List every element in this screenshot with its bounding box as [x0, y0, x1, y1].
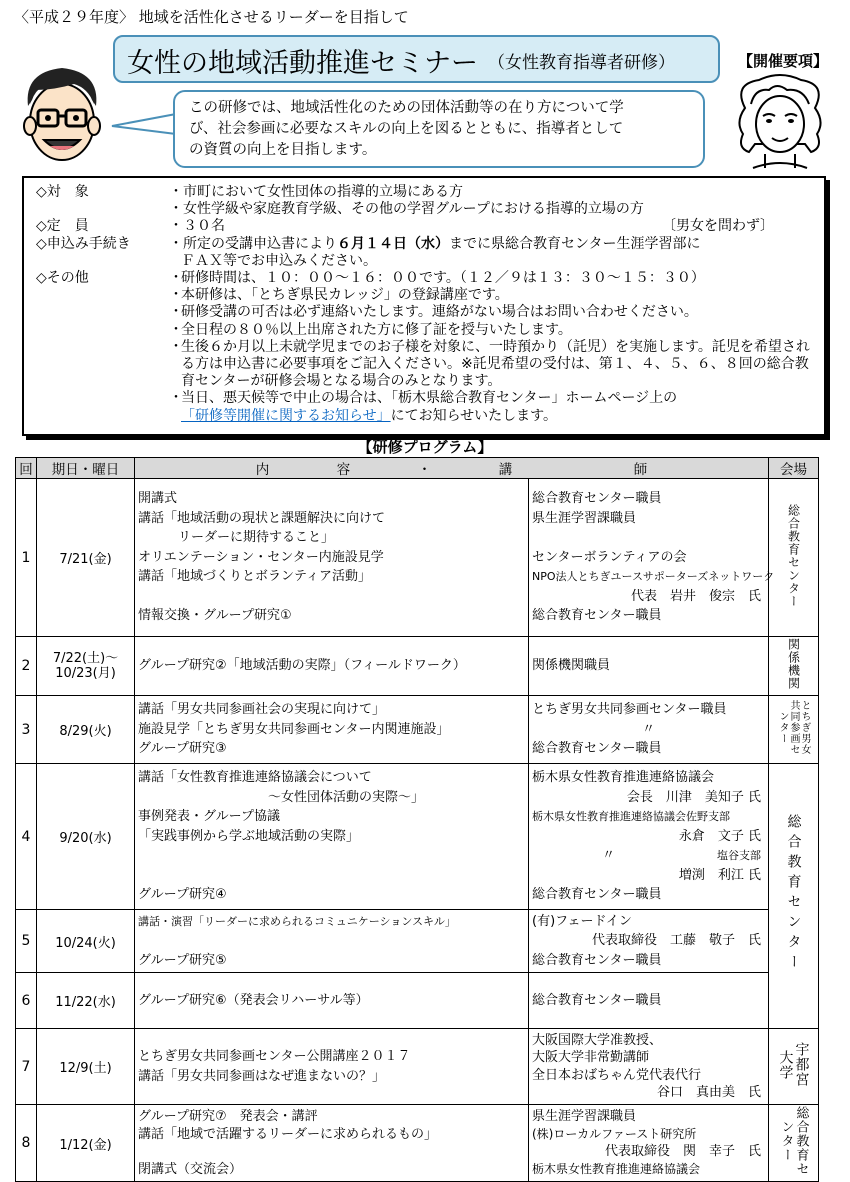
row-no: 1 — [16, 479, 37, 637]
lecturer-line: 県生涯学習課職員 — [532, 510, 637, 526]
content-line: 施設見学「とちぎ男女共同参画センター内関連施設」 — [138, 721, 450, 737]
venue-text: 総合教育センター — [785, 814, 802, 974]
row-venue — [769, 696, 819, 764]
lecturer-line: 代表取締役 工藤 敬子 氏 — [591, 933, 761, 949]
info-text: 研修受講の可否は必ず連絡いたします。連絡がない場合はお問い合わせください。 — [181, 304, 698, 321]
lecturer-line: 総合教育センター職員 — [532, 887, 662, 903]
row-no: 2 — [16, 637, 37, 696]
info-text: 生後６か月以上未就学児までのお子様を対象に、一時預かり（託児）を実施します。託児を希望される方は申込書に必要事項をご記入ください。※託児希望の受付は、第１、４、５、６、８回の総合教育センターが研修会場となる場合のみとなります。 — [181, 338, 810, 390]
content-line: リーダーに期待すること」 — [178, 530, 335, 546]
lecturer-line: 永倉 文子 氏 — [678, 828, 761, 844]
row-date: 8/29(火) — [37, 696, 135, 764]
lecturer-line: 全日本おばちゃん党代表代行 — [532, 1067, 702, 1083]
row-no: 5 — [16, 910, 37, 973]
info-note: 〔男女を問わず〕 — [662, 218, 774, 235]
lecturer-line: センターボランティアの会 — [532, 549, 687, 565]
info-text: ・市町において女性団体の指導的立場にある方 — [169, 184, 463, 200]
row-lecturer — [529, 696, 769, 764]
outline-label: 【開催要項】 — [738, 52, 829, 70]
content-line: 情報交換・グループ研究① — [138, 608, 292, 624]
intro-speech-bubble — [173, 90, 705, 168]
page-subtitle: 〈平成２９年度〉 地域を活性化させるリーダーを目指して — [14, 8, 409, 26]
program-table — [15, 457, 819, 1182]
venue-text: 宇都宮大学 — [777, 1042, 810, 1087]
bullet: ・ — [169, 338, 183, 355]
lecturer-line: 〃 — [602, 848, 616, 864]
info-label-target: ◇対 象 — [36, 184, 89, 200]
info-capacity — [36, 218, 814, 235]
table-row — [16, 910, 819, 973]
lecturer-line: 大阪国際大学准教授、 — [532, 1032, 663, 1048]
bullet: ・ — [169, 304, 183, 321]
row-date: 1/12(金) — [37, 1105, 135, 1182]
date-line: 7/22(土)～ — [52, 651, 119, 666]
row-no: 3 — [16, 696, 37, 764]
row-date: 9/20(水) — [37, 764, 135, 910]
row-lecturer — [529, 1105, 769, 1182]
table-row — [16, 1029, 819, 1105]
info-label-capacity: ◇定 員 — [36, 218, 89, 235]
lecturer-line: 〃 — [642, 721, 656, 737]
row-lecturer — [529, 973, 769, 1029]
row-content — [135, 1029, 529, 1105]
lecturer-line: 総合教育センター職員 — [532, 952, 662, 968]
lecturer-line: 代表 岩井 俊宗 氏 — [630, 588, 761, 604]
row-content — [135, 479, 529, 637]
lecturer-line: 栃木県女性教育推進連絡協議会 — [532, 1161, 701, 1176]
woman-illustration-icon — [725, 74, 835, 170]
lecturer-line: 総合教育センター職員 — [532, 992, 662, 1008]
row-content — [135, 1105, 529, 1182]
content-line: グループ研究③ — [138, 741, 227, 757]
info-text: 研修時間は、１０：００～１６：００です。（１２／９は１３：３０～１５：３０） — [181, 270, 705, 287]
lecturer-line: 塩谷支部 — [717, 849, 761, 863]
row-venue — [769, 1105, 819, 1182]
program-heading: 【研修プログラム】 — [357, 438, 493, 456]
col-header-content: 内 容 ・ 講 師 — [135, 458, 769, 479]
lecturer-line: 代表取締役 関 幸子 氏 — [604, 1144, 761, 1159]
deadline: ６月１４日（水） — [337, 235, 449, 252]
row-content — [135, 973, 529, 1029]
row-lecturer — [529, 479, 775, 637]
row-content — [135, 764, 529, 910]
table-row — [16, 637, 819, 696]
venue-text: とちぎ男女共同参画センター — [777, 700, 810, 755]
row-no: 7 — [16, 1029, 37, 1105]
info-label-application: ◇申込み手続き — [36, 235, 131, 252]
content-line: ～女性団体活動の実際～」 — [268, 789, 425, 805]
info-text: ・女性学級や家庭教育学級、その他の学習グループにおける指導的立場の方 — [169, 201, 644, 218]
bullet: ・ — [169, 390, 183, 407]
notice-link[interactable]: 「研修等開催に関するお知らせ」 — [181, 407, 391, 424]
lecturer-line: 大阪大学非常勤講師 — [532, 1050, 650, 1065]
content-line: 事例発表・グループ協議 — [138, 809, 280, 825]
info-label-other: ◇その他 — [36, 270, 89, 287]
title-banner — [113, 35, 720, 83]
table-row — [16, 973, 819, 1029]
row-lecturer — [529, 1029, 769, 1105]
row-venue — [769, 637, 819, 696]
col-header-no: 回 — [16, 458, 37, 479]
lecturer-line: 県生涯学習課職員 — [532, 1109, 637, 1124]
bullet: ・ — [169, 287, 183, 304]
content-line: 「実践事例から学ぶ地域活動の実際」 — [138, 828, 360, 844]
lecturer-line: 総合教育センター職員 — [532, 491, 662, 507]
content-line: 講話・演習「リーダーに求められるコミュニケーションスキル」 — [138, 914, 456, 928]
content-line: グループ研究⑤ — [138, 952, 227, 968]
content-line: とちぎ男女共同参画センター公開講座２０１７ — [138, 1049, 411, 1064]
info-text: にてお知らせいたします。 — [390, 407, 558, 424]
lecturer-line: 栃木県女性教育推進連絡協議会佐野支部 — [532, 810, 730, 824]
col-header-venue: 会場 — [769, 458, 819, 479]
row-content — [135, 910, 529, 973]
row-date: 11/22(水) — [37, 973, 135, 1029]
content-line: 講話「男女共同参画社会の実現に向けて」 — [138, 702, 386, 718]
page-title: 女性の地域活動推進セミナー — [127, 48, 478, 79]
row-no: 8 — [16, 1105, 37, 1182]
content-line: 講話「地域で活躍するリーダーに求められるもの」 — [138, 1126, 438, 1142]
content-line: 講話「地域づくりとボランティア活動」 — [138, 569, 371, 585]
info-other — [36, 270, 814, 425]
venue-text: 総合教育センター — [778, 1106, 809, 1176]
content-line: グループ研究⑦ 発表会・講評 — [138, 1109, 318, 1124]
row-date — [37, 637, 135, 696]
man-illustration-icon — [14, 60, 110, 178]
content-line: 開講式 — [138, 491, 178, 507]
lecturer-line: (有)フェードイン — [532, 913, 632, 929]
venue-text: 関係機関 — [786, 638, 801, 690]
lecturer-line: 総合教育センター職員 — [532, 741, 662, 757]
info-text: までに県総合教育センター生涯学習部に — [449, 235, 701, 252]
content-line: 講話「地域活動の現状と課題解決に向けて — [138, 510, 386, 526]
info-application — [36, 236, 814, 270]
row-content — [135, 696, 529, 764]
info-text: 当日、悪天候等で中止の場合は、「栃木県総合教育センター」ホームページ上の — [181, 390, 678, 407]
row-date: 7/21(金) — [37, 479, 135, 637]
content-line: 講話「女性教育推進連絡協議会について — [138, 770, 372, 786]
info-text: ・３０名 — [169, 218, 225, 235]
intro-line: の資質の向上を目指します。 — [189, 142, 377, 158]
row-no: 4 — [16, 764, 37, 910]
lecturer-line: 増渕 利江 氏 — [678, 867, 761, 883]
row-date: 10/24(火) — [37, 910, 135, 973]
lecturer-line: 栃木県女性教育推進連絡協議会 — [532, 770, 715, 786]
date-line: 10/23(月) — [55, 666, 116, 681]
content-line: オリエンテーション・センター内施設見学 — [138, 549, 384, 565]
content-line: 閉講式（交流会） — [138, 1161, 243, 1177]
row-no: 6 — [16, 973, 37, 1029]
info-target — [36, 184, 814, 218]
venue-text: 総合教育センター — [786, 503, 801, 608]
content-line: グループ研究②「地域活動の実際」（フィールドワーク） — [138, 658, 466, 674]
col-header-date: 期日・曜日 — [37, 458, 135, 479]
table-row — [16, 696, 819, 764]
info-text: 全日程の８０％以上出席された方に修了証を授与いたします。 — [181, 321, 572, 338]
info-text: ＦＡＸ等でお申込みください。 — [181, 252, 377, 269]
info-box — [22, 176, 826, 436]
speech-tail-icon — [110, 110, 180, 140]
intro-line: この研修では、地域活性化のための団体活動等の在り方について学 — [189, 100, 624, 116]
row-lecturer — [529, 637, 769, 696]
row-content — [135, 637, 529, 696]
lecturer-line: NPO法人とちぎユースサポーターズネットワーク — [532, 570, 775, 584]
content-line: グループ研究⑥（発表会リハーサル等） — [138, 992, 369, 1008]
info-text: 本研修は、「とちぎ県民カレッジ」の登録講座です。 — [181, 287, 509, 304]
table-row — [16, 764, 819, 910]
bullet: ・ — [169, 321, 183, 338]
lecturer-line: とちぎ男女共同参画センター職員 — [532, 702, 727, 718]
lecturer-line: (株)ローカルファースト研究所 — [532, 1126, 697, 1141]
lecturer-line: 関係機関職員 — [532, 658, 611, 674]
bullet: ・ — [169, 270, 183, 287]
page-title-sub: （女性教育指導者研修） — [488, 53, 675, 73]
row-venue — [769, 1029, 819, 1105]
row-date: 12/9(土) — [37, 1029, 135, 1105]
row-lecturer — [529, 910, 769, 973]
table-row — [16, 479, 819, 637]
row-venue — [769, 479, 819, 637]
lecturer-line: 総合教育センター職員 — [532, 608, 662, 624]
row-venue — [769, 764, 819, 1029]
intro-line: び、社会参画に必要なスキルの向上を図るとともに、指導者として — [189, 121, 624, 137]
table-row — [16, 1105, 819, 1182]
lecturer-line: 谷口 真由美 氏 — [656, 1085, 761, 1100]
content-line: グループ研究④ — [138, 887, 227, 903]
content-line: 講話「男女共同参画はなぜ進まないの？」 — [138, 1068, 386, 1084]
row-lecturer — [529, 764, 769, 910]
info-text: ・所定の受講申込書により — [169, 235, 337, 252]
lecturer-line: 会長 川津 美知子 氏 — [626, 789, 761, 805]
table-header-row — [16, 458, 819, 479]
